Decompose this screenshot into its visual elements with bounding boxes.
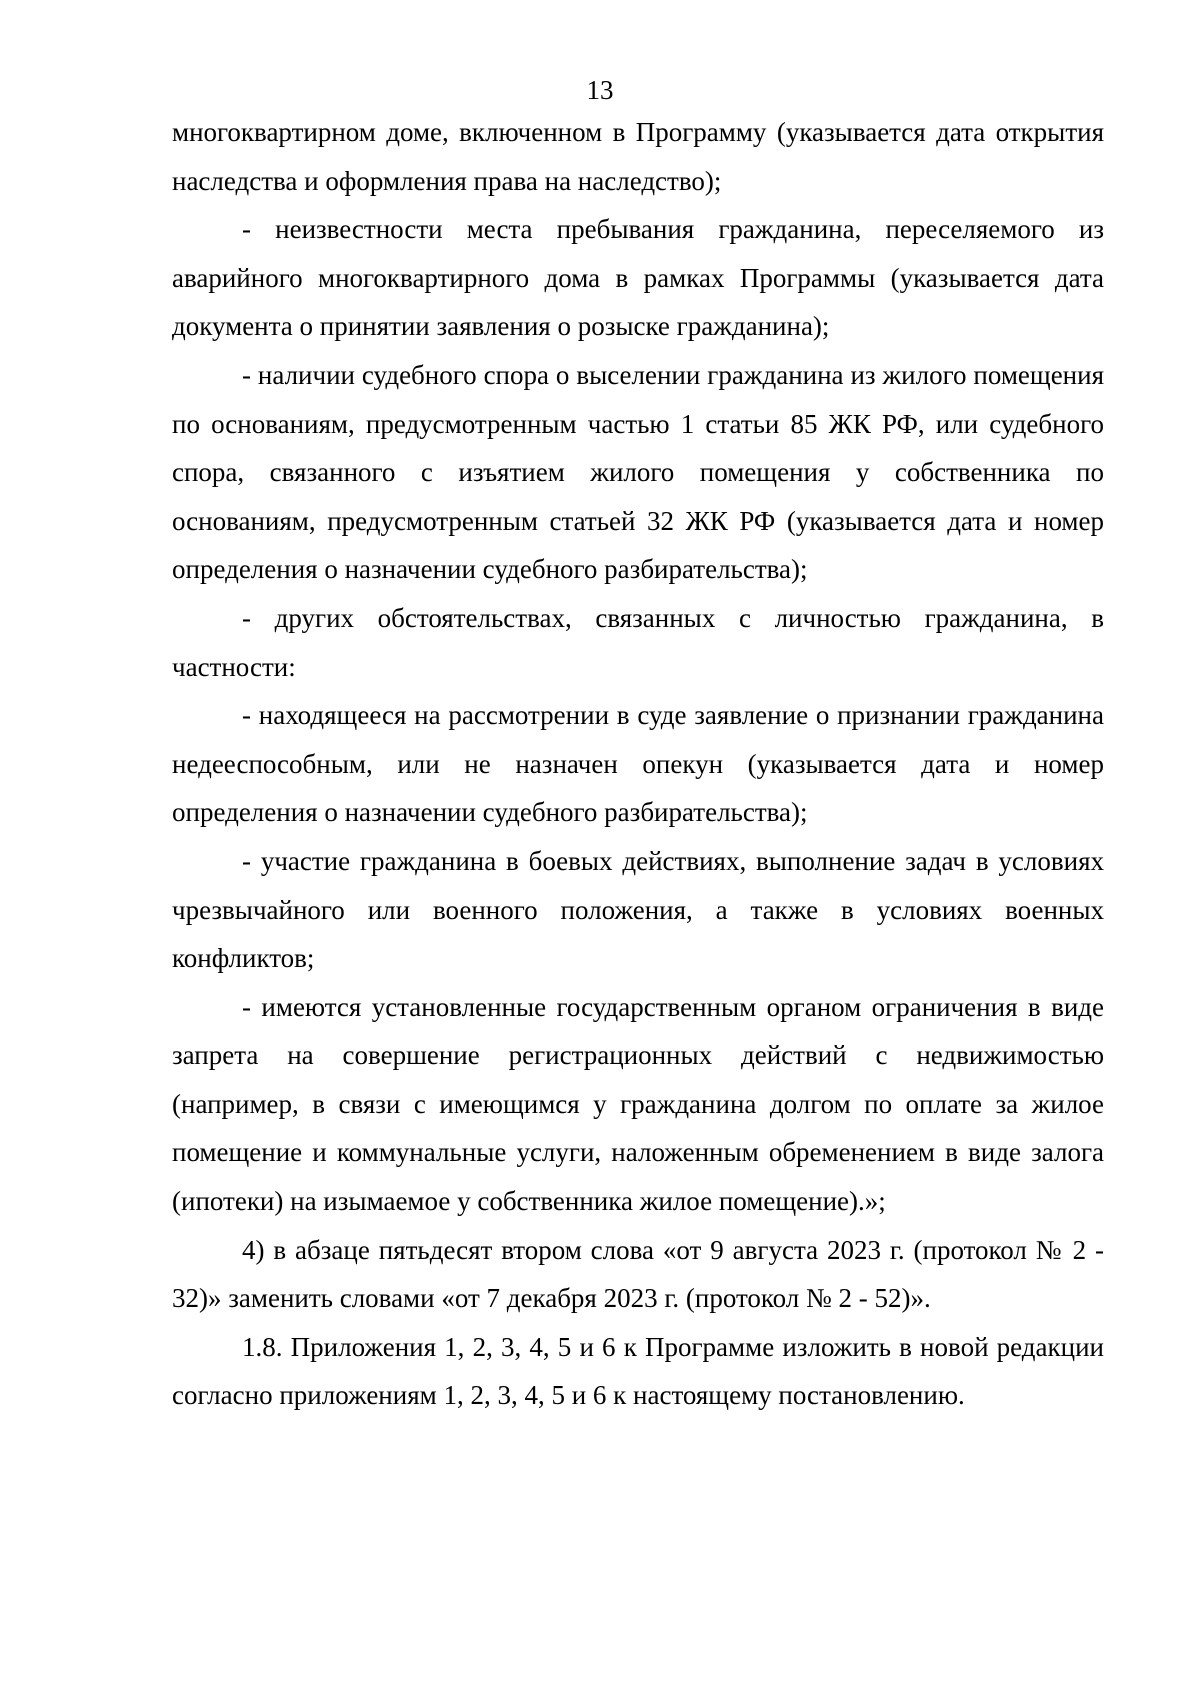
paragraph-incapacity-claim: - находящееся на рассмотрении в суде заявление о признании гражданина недееспособным, или не назначен опекун (указывается дата и номер определения о назначении судебного разбирательства); [172, 700, 1104, 828]
paragraph-registration-restrictions: - имеются установленные государственным органом ограничения в виде запрета на совершение регистрационных действий с недвижимостью (например, в связи с имеющимся у гражданина долгом по оплате за жилое помещение и коммунальные услуги, наложенным обременением в виде залога (ипотеки) на изымаемое у собственника жилое помещение).»; [172, 991, 1104, 1217]
paragraph-court-dispute: - наличии судебного спора о выселении гражданина из жилого помещения по основаниям, предусмотренным частью 1 статьи 85 ЖК РФ, или судебного спора, связанного с изъятием жилого помещения у собственника по основаниям, предусмотренным статьей 32 ЖК РФ (указывается дата и номер определения о назначении судебного разбирательства); [172, 359, 1104, 585]
paragraph-section-1-8: 1.8. Приложения 1, 2, 3, 4, 5 и 6 к Программе изложить в новой редакции согласно приложениям 1, 2, 3, 4, 5 и 6 к настоящему постановлению. [172, 1331, 1104, 1411]
document-body [172, 108, 1104, 1420]
paragraph-amendment-4: 4) в абзаце пятьдесят втором слова «от 9 августа 2023 г. (протокол № 2 - 32)» заменить словами «от 7 декабря 2023 г. (протокол № 2 - 52)». [172, 1234, 1104, 1314]
paragraph-other-circumstances: - других обстоятельствах, связанных с личностью гражданина, в частности: [172, 602, 1104, 682]
page-number: 13 [586, 75, 614, 105]
paragraph-unknown-residence: - неизвестности места пребывания гражданина, переселяемого из аварийного многоквартирного дома в рамках Программы (указывается дата документа о принятии заявления о розыске гражданина); [172, 214, 1104, 342]
paragraph-continuation: многоквартирном доме, включенном в Программу (указывается дата открытия наследства и оформления права на наследство); [172, 117, 1104, 196]
paragraph-military-participation: - участие гражданина в боевых действиях, выполнение задач в условиях чрезвычайного или военного положения, а также в условиях военных конфликтов; [172, 845, 1104, 974]
